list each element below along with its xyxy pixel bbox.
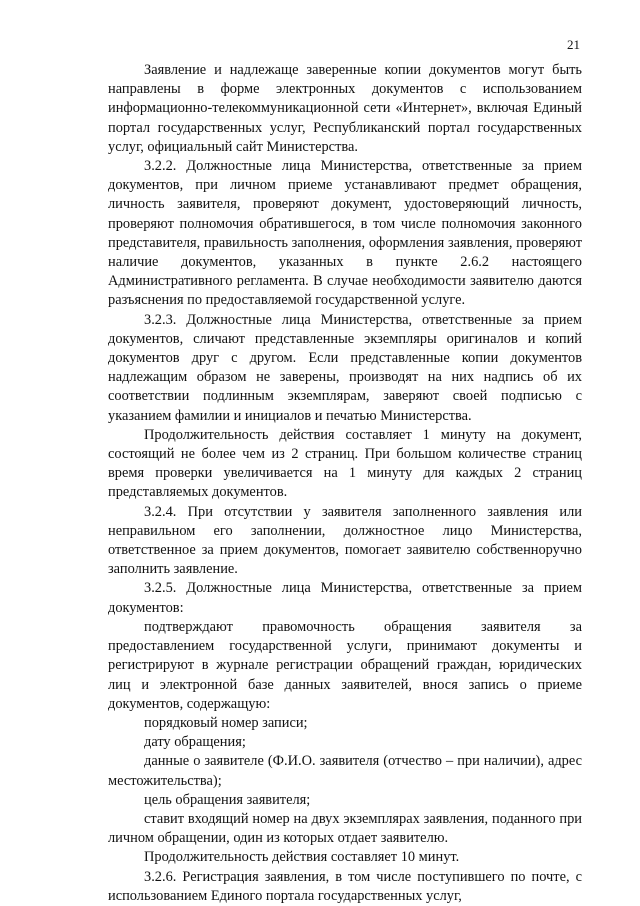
list-item-applicant-data: данные о заявителе (Ф.И.О. заявителя (отчество – при наличии), адрес местожительства); xyxy=(108,753,582,789)
paragraph-incoming-number: ставит входящий номер на двух экземплярах заявления, поданного при личном обращении, один из которых отдает заявителю. xyxy=(108,810,582,847)
paragraph-3-2-4: 3.2.4. При отсутствии у заявителя заполненного заявления или неправильном его заполнении, должностное лицо Министерства, ответственное за прием документов, помогает заявителю собственноручно заполнить заявление. xyxy=(108,503,582,578)
paragraph-3-2-3: 3.2.3. Должностные лица Министерства, ответственные за прием документов, сличают представленные экземпляры оригиналов и копий документов друг с другом. Если представленные копии документов надлежащим образом не заверены, производят на них надпись об их соответствии подлинным экземплярам, заверяют своей подписью с указанием фамилии и инициалов и печатью Министерства. xyxy=(108,311,582,424)
list-item-request-purpose: цель обращения заявителя; xyxy=(144,791,311,808)
page-number: 21 xyxy=(567,37,580,52)
list-item-request-date: дату обращения; xyxy=(144,734,246,751)
paragraph-3-2-2: 3.2.2. Должностные лица Министерства, ответственные за прием документов, при личном приеме устанавливают предмет обращения, личность заявителя, проверяют документ, удостоверяющий личность, проверяют полномочия обратившегося, в том числе полномочия законного представителя, правильность заполнения, оформления заявления, проверяют наличие документов, указанных в пункте 2.6.2 настоящего Административного регламента. В случае необходимости заявителю даются разъяснения по предоставляемой государственной услуге. xyxy=(108,158,582,309)
paragraph-confirm-and-register: подтверждают правомочность обращения заявителя за предоставлением государственной услуги, принимают документы и регистрируют в журнале регистрации обращений граждан, юридических лиц и электронной базе данных заявителей, внося запись о приеме документов, содержащую: xyxy=(108,618,582,712)
paragraph-3-2-6: 3.2.6. Регистрация заявления, в том числе поступившего по почте, с использованием Единого портала государственных услуг, xyxy=(108,868,582,904)
list-item-record-number: порядковый номер записи; xyxy=(144,714,308,731)
paragraph-electronic-submission: Заявление и надлежаще заверенные копии документов могут быть направлены в форме электронных документов с использованием информационно-телекоммуникационной сети «Интернет», включая Единый портал государственных услуг, Республиканский портал государственных услуг, официальный сайт Министерства. xyxy=(108,62,582,155)
paragraph-3-2-5: 3.2.5. Должностные лица Министерства, ответственные за прием документов: xyxy=(108,580,582,616)
paragraph-duration-check: Продолжительность действия составляет 1 минуту на документ, состоящий не более чем из 2 страниц. При большом количестве страниц время проверки увеличивается на 1 минуту для каждых 2 страниц представляемых документов. xyxy=(108,426,582,501)
paragraph-duration-ten-minutes: Продолжительность действия составляет 10 минут. xyxy=(144,849,460,866)
document-body xyxy=(108,61,582,906)
